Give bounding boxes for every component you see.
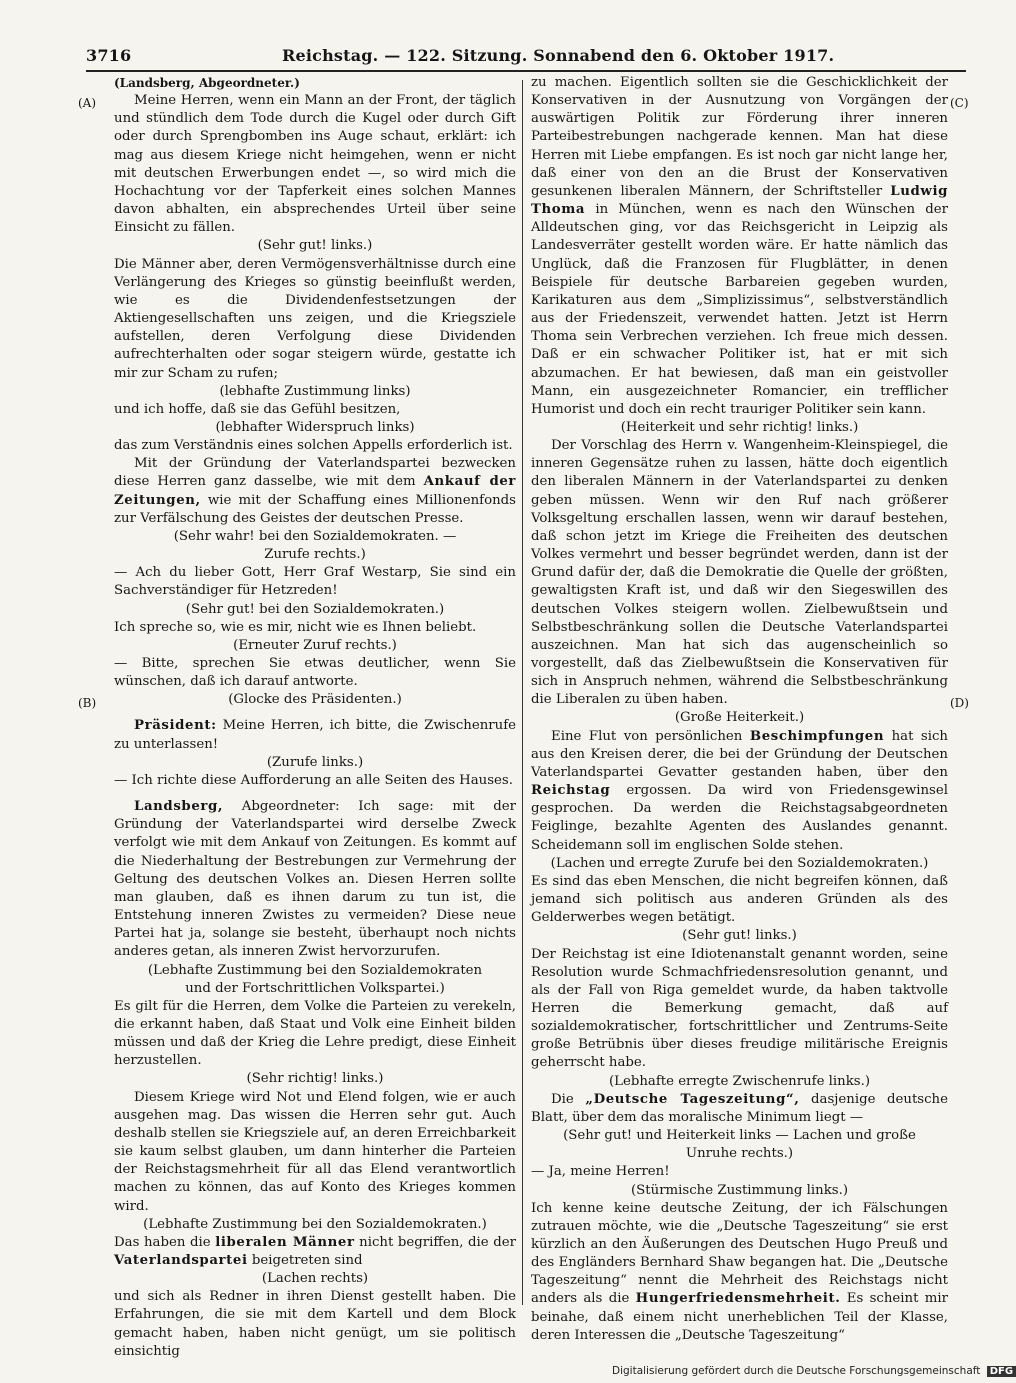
text-run: Es scheint mir beinahe, daß einem nicht unerheblichen Teil der Klasse, deren Interessen die „Deutsche Tageszeitung“ bbox=[531, 1291, 948, 1343]
paragraph bbox=[531, 74, 948, 419]
paragraph: Die Männer aber, deren Vermögensverhältnisse durch eine Verlängerung des Krieges so günstig beeinflußt werden, wie es die Dividendenfestsetzungen der Aktiengesellschaften uns zeigen, und die Kriegsziele aufstellen, deren Verfolgung diese Dividenden aufrechterhalten oder sogar steigern würde, gestatte ich mir zur Scham zu rufen; bbox=[114, 256, 516, 381]
text-run: Mit der Gründung der Vaterlandspartei bezwecken diese Herren ganz dasselbe, wie mit dem bbox=[114, 456, 516, 490]
reaction: (Lebhafte Zustimmung bei den Sozialdemokraten bbox=[147, 962, 483, 978]
text-run: Ich kenne keine deutsche Zeitung, der ich Fälschungen zutrauen möchte, wie die „Deutsche Tageszeitung“ sie erst kürzlich an den Äußerungen des Deutschen Hugo Preuß und des Engländers Bernhard Shaw begangen hat. Die „Deutsche Tageszeitung“ nennt die Mehrheit des Reichstags nicht anders als die bbox=[531, 1200, 948, 1307]
paragraph: — Ich richte diese Aufforderung an alle Seiten des Hauses. bbox=[114, 772, 513, 788]
emphasis: Beschimpfungen bbox=[749, 728, 885, 744]
reaction: (lebhafter Widerspruch links) bbox=[215, 419, 415, 435]
footer-text: Digitalisierung gefördert durch die Deutsche Forschungsgemeinschaft bbox=[612, 1365, 981, 1377]
text-run: Das haben die bbox=[114, 1234, 216, 1250]
dfg-logo: DFG bbox=[987, 1366, 1016, 1377]
text-run: wie mit der Schaffung eines Millionenfonds zur Verfälschung des Geistes der deutschen Presse. bbox=[114, 492, 516, 526]
left-column bbox=[114, 74, 517, 1359]
text-run: nicht begriffen, die der bbox=[354, 1234, 516, 1250]
paragraph: das zum Verständnis eines solchen Appells erforderlich ist. bbox=[114, 438, 513, 454]
paragraph bbox=[531, 1200, 948, 1345]
margin-marker-c: (C) bbox=[950, 96, 969, 110]
reaction: (Zurufe links.) bbox=[266, 754, 364, 770]
right-column bbox=[531, 74, 948, 1343]
reaction: (Sehr gut! links.) bbox=[257, 238, 373, 254]
text-run: Abgeordneter: Ich sage: mit der Gründung der Vaterlandspartei wird derselbe Zweck verfolgt wie mit dem Ankauf von Zeitungen. Es kommt auf die Niederhaltung der Bestrebungen zur Vermehrung der Geltung des deutschen Volkes an. Diesen Herren sollte man glauben, daß es ihnen darum zu tun ist, die Entstehung inneren Zwistes zu vermeiden? Diese neue Partei hat ja, solange sie besteht, überhaupt noch nichts anderes getan, als inneren Zwist hervorzurufen. bbox=[114, 799, 516, 960]
header-rule bbox=[86, 70, 966, 72]
reaction: (Große Heiterkeit.) bbox=[674, 710, 805, 726]
text-run: Meine Herren, ich bitte, die Zwischenrufe zu unterlassen! bbox=[114, 718, 516, 752]
text-run: hat sich aus den Kreisen derer, die bei der Gründung der Deutschen Vaterlandspartei Gevatter gestanden haben, über den bbox=[531, 728, 948, 780]
speaker-name: Landsberg, bbox=[134, 799, 224, 815]
paragraph: Der Vorschlag des Herrn v. Wangenheim-Kleinspiegel, die inneren Gegensätze ruhen zu lassen, hätte doch eigentlich den liberalen Männern in der Vaterlandspartei zu denken geben müssen. Wenn wir den Ruf nach größerer Volksgeltung erschallen lassen, wenn wir darauf bestehen, daß schon jetzt im Kriege die Freiheiten des deutschen Volkes vermehrt und besser begründet werden, dann ist der Grund dafür der, daß die Demokratie die Quelle der größten, gewaltigsten Kraft ist, und daß wir den Siegeswillen des deutschen Volkes steigern wollen. Zielbewußtsein und Selbstbeschränkung sollen die Deutsche Vaterlandspartei auszeichnen. Man hat sich das augenscheinlich so vorgestellt, daß das Zielbewußtsein die Konservativen für sich in Anspruch nehmen, während die Selbstbeschränkung die Liberalen zu üben haben. bbox=[531, 438, 948, 708]
text-run: Eine Flut von persönlichen bbox=[551, 728, 750, 744]
paragraph: und ich hoffe, daß sie das Gefühl besitzen, bbox=[114, 401, 401, 417]
landsberg-statement bbox=[114, 798, 516, 961]
column-divider bbox=[522, 80, 523, 1305]
emphasis: Ankauf der Zeitungen, bbox=[114, 474, 517, 508]
emphasis: „Deutsche Tageszeitung“, bbox=[585, 1091, 800, 1107]
margin-marker-b: (B) bbox=[78, 696, 97, 710]
reaction: (Sehr gut! links.) bbox=[682, 928, 797, 944]
speaker-continuation: (Landsberg, Abgeordneter.) bbox=[114, 76, 300, 90]
paragraph: — Bitte, sprechen Sie etwas deutlicher, wenn Sie wünschen, daß ich darauf antworte. bbox=[114, 656, 516, 690]
margin-marker-d: (D) bbox=[950, 696, 969, 710]
text-run: Die bbox=[551, 1091, 586, 1107]
margin-marker-a: (A) bbox=[78, 96, 97, 110]
page-number: 3716 bbox=[86, 46, 132, 65]
emphasis: liberalen Männer bbox=[215, 1234, 355, 1250]
president-statement bbox=[114, 717, 516, 753]
paragraph: Es gilt für die Herren, dem Volke die Parteien zu verekeln, die erkannt haben, daß Staat und Volk eine Einheit bilden müssen und daß der Krieg die Lehre predigt, diese Einheit herzustellen. bbox=[114, 998, 516, 1069]
reaction: (Sehr richtig! links.) bbox=[246, 1071, 384, 1087]
reaction: Unruhe rechts.) bbox=[685, 1146, 794, 1162]
reaction: (Erneuter Zuruf rechts.) bbox=[233, 637, 397, 653]
text-run: ergossen. Da wird von Friedensgewinsel gesprochen. Da werden die Reichstagsabgeordneten Feiglinge, bezahlte Agenten des Auslandes genannt. Scheidemann soll im englischen Solde stehen. bbox=[531, 783, 948, 853]
reaction: (Heiterkeit und sehr richtig! links.) bbox=[620, 419, 859, 435]
text-run: beigetreten sind bbox=[247, 1253, 363, 1268]
reaction: (Lebhafte erregte Zwischenrufe links.) bbox=[608, 1073, 871, 1089]
reaction: (Glocke des Präsidenten.) bbox=[228, 692, 402, 708]
text-run: zu machen. Eigentlich sollten sie die Geschicklichkeit der Konservativen in der Ausnutzung von Vorgängen der auswärtigen Politik zur Förderung ihrer inneren Parteibestrebungen nachgerade kennen. Man hat diese Herren mit Liebe empfangen. Es ist noch gar nicht lange her, daß einer von den an die Brust der Konservativen gesunkenen liberalen Männern, der Schriftsteller bbox=[531, 75, 948, 199]
paragraph: — Ach du lieber Gott, Herr Graf Westarp, Sie sind ein Sachverständiger für Hetzreden! bbox=[114, 565, 516, 599]
funding-footer bbox=[612, 1365, 1014, 1381]
paragraph: Es sind das eben Menschen, die nicht begreifen können, daß jemand sich politisch aus anderen Gründen als des Gelderwerbes wegen betätigt. bbox=[531, 873, 948, 926]
paragraph: Der Reichstag ist eine Idiotenanstalt genannt worden, seine Resolution wurde Schmachfriedensresolution genannt, und als der Fall von Riga gemeldet wurde, da haben taktvolle Herren die Bemerkung gemacht, daß auf sozialdemokratischer, fortschrittlicher und Zentrums-Seite große Betrübnis über dieses freudige militärische Ereignis geherrscht habe. bbox=[531, 946, 948, 1071]
reaction: (Sehr gut! bei den Sozialdemokraten.) bbox=[185, 601, 445, 617]
reaction: und der Fortschrittlichen Volkspartei.) bbox=[185, 980, 445, 996]
emphasis: Reichstag bbox=[531, 783, 611, 799]
paragraph: Diesem Kriege wird Not und Elend folgen, wie er auch ausgehen mag. Das wissen die Herren sehr gut. Auch deshalb stellen sie Kriegsziele auf, an deren Erreichbarkeit sie kaum selbst glauben, um dann hinterher die Parteien der Reichstagsmehrheit für all das Elend verantwortlich machen zu können, das auf Konto des Krieges kommen wird. bbox=[114, 1089, 516, 1214]
paragraph bbox=[531, 728, 948, 855]
reaction: Zurufe rechts.) bbox=[264, 547, 366, 563]
text-run: in München, wenn es nach den Wünschen der Alldeutschen ging, vor das Reichsgericht in Leipzig als Landesverräter gestellt worden wäre. Er hatte nämlich das Unglück, daß die Franzosen für Flugblätter, in denen Beispiele für deutsche Barbareien gegeben wurden, Karikaturen aus dem „Simplizissimus“, selbstverständlich aus der Friedenszeit, verwendet hatten. Jetzt ist Herrn Thoma sein Verbrechen verziehen. Ich freue mich dessen. Daß er ein schwacher Politiker ist, hat er mit sich abzumachen. Er hat bewiesen, daß man ein geistvoller Mann, ein ausgezeichneter Romancier, ein trefflicher Humorist und doch ein recht trauriger Politiker sein kann. bbox=[531, 202, 948, 417]
reaction: (Lachen und erregte Zurufe bei den Sozialdemokraten.) bbox=[550, 855, 929, 871]
running-title: Reichstag. — 122. Sitzung. Sonnabend den 6. Oktober 1917. bbox=[282, 46, 835, 65]
paragraph: Ich spreche so, wie es mir, nicht wie es Ihnen beliebt. bbox=[114, 619, 477, 635]
paragraph bbox=[114, 1234, 516, 1270]
paragraph bbox=[114, 455, 516, 528]
page-header bbox=[86, 42, 966, 70]
emphasis: Ludwig Thoma bbox=[531, 183, 948, 218]
reaction: (Stürmische Zustimmung links.) bbox=[630, 1182, 849, 1198]
reaction: (Lachen rechts) bbox=[261, 1271, 369, 1287]
paragraph: Meine Herren, wenn ein Mann an der Front, der täglich und stündlich dem Tode durch die Kugel oder durch Gift oder durch Sprengbomben ins Auge schaut, erklärt: ich mag aus diesem Kriege nicht heimgehen, wenn er nicht mit deutschen Erwerbungen endet —, so wird mich die Hochachtung vor der Tapferkeit eines solchen Mannes davon abhalten, ein absprechendes Urteil über seine Einsicht zu fällen. bbox=[114, 93, 516, 236]
paragraph bbox=[531, 1091, 948, 1127]
text-run: dasjenige deutsche Blatt, über dem das moralische Minimum liegt — bbox=[531, 1091, 948, 1125]
emphasis: Hungerfriedensmehrheit. bbox=[635, 1291, 841, 1307]
paragraph: und sich als Redner in ihren Dienst gestellt haben. Die Erfahrungen, die sie mit dem Kartell und dem Block gemacht haben, haben nicht genügt, um sie politisch einsichtig bbox=[114, 1289, 516, 1359]
reaction: (Lebhafte Zustimmung bei den Sozialdemokraten.) bbox=[143, 1216, 487, 1232]
reaction: (Sehr wahr! bei den Sozialdemokraten. — bbox=[173, 528, 457, 544]
emphasis: Vaterlandspartei bbox=[114, 1253, 248, 1268]
speaker-name: Präsident: bbox=[134, 718, 217, 734]
paragraph: — Ja, meine Herren! bbox=[531, 1164, 670, 1180]
reaction: (Sehr gut! und Heiterkeit links — Lachen und große bbox=[563, 1128, 916, 1144]
reaction: (lebhafte Zustimmung links) bbox=[219, 383, 411, 399]
